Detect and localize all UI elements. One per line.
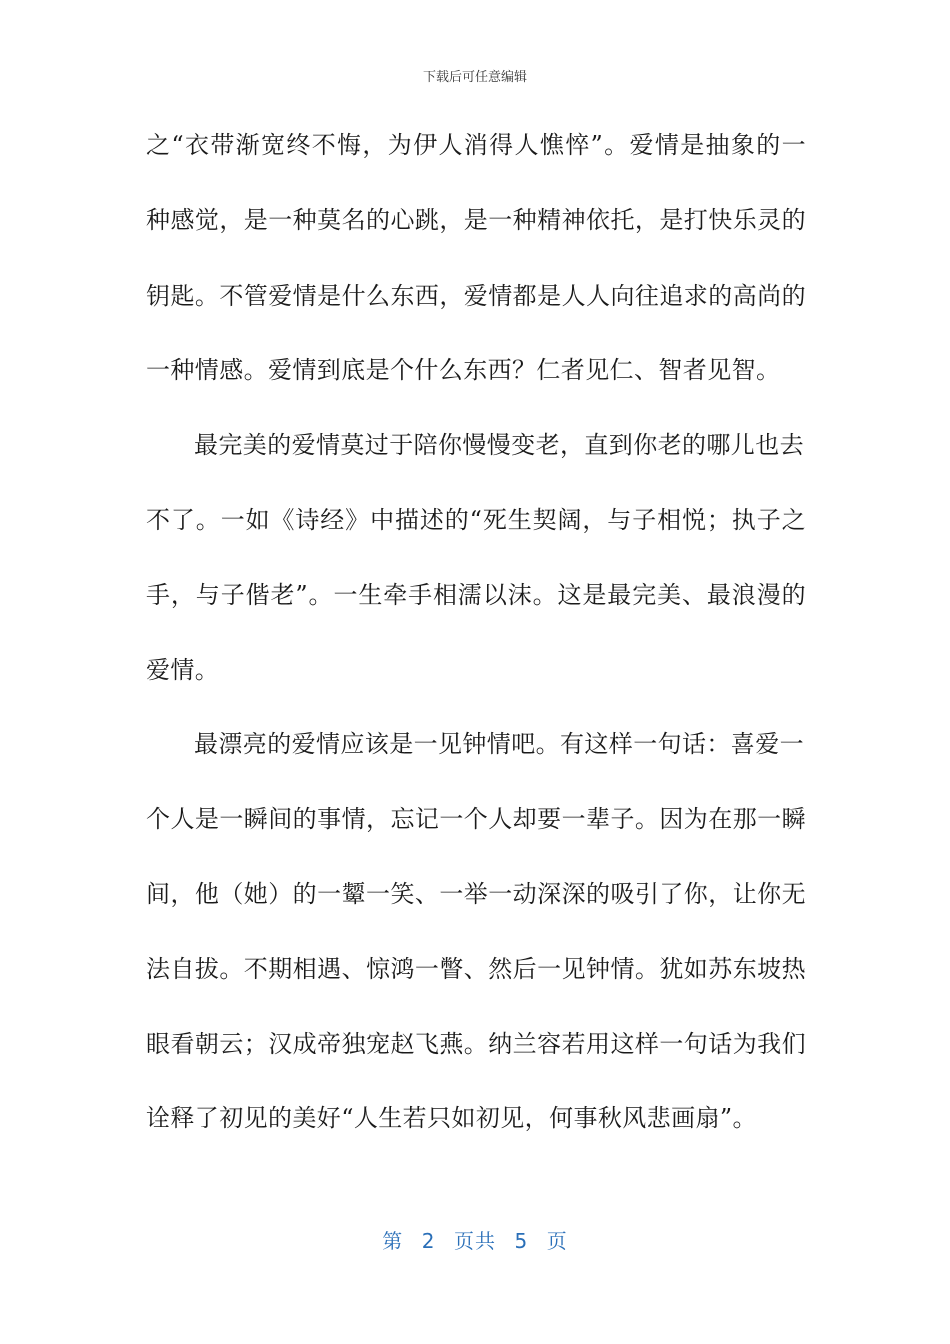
- text-line: 不了。一如《诗经》中描述的“死生契阔，与子相悦；执子之: [146, 506, 806, 534]
- text-line: 爱情。: [146, 656, 220, 684]
- footer-prefix: 第: [382, 1229, 404, 1253]
- text-line: 法自拔。不期相遇、惊鸿一瞥、然后一见钟情。犹如苏东坡热: [146, 955, 806, 983]
- text-line: 钥匙。不管爱情是什么东西，爱情都是人人向往追求的高尚的: [146, 282, 806, 310]
- text-line: 眼看朝云；汉成帝独宠赵飞燕。纳兰容若用这样一句话为我们: [146, 1030, 806, 1058]
- text-line: 间，他（她）的一颦一笑、一举一动深深的吸引了你，让你无: [146, 880, 806, 908]
- text-line: 种感觉，是一种莫名的心跳，是一种精神依托，是打快乐灵的: [146, 206, 806, 234]
- page-header: 下载后可任意编辑: [422, 70, 527, 85]
- text-line: 个人是一瞬间的事情，忘记一个人却要一辈子。因为在那一瞬: [146, 805, 806, 833]
- text-line: 诠释了初见的美好“人生若只如初见，何事秋风悲画扇”。: [146, 1104, 757, 1132]
- footer-middle: 页共: [454, 1229, 496, 1253]
- paragraph-first-line: 最漂亮的爱情应该是一见钟情吧。有这样一句话：喜爱一: [194, 730, 804, 758]
- text-line: 之“衣带渐宽终不悔，为伊人消得人憔悴”。爱情是抽象的一: [146, 131, 806, 159]
- total-pages-number: 5: [514, 1229, 529, 1253]
- current-page-number: 2: [421, 1229, 436, 1253]
- text-line: 手，与子偕老”。一生牵手相濡以沫。这是最完美、最浪漫的: [146, 581, 806, 609]
- footer-suffix: 页: [546, 1229, 568, 1253]
- text-line: 一种情感。爱情到底是个什么东西？仁者见仁、智者见智。: [146, 356, 781, 384]
- paragraph-first-line: 最完美的爱情莫过于陪你慢慢变老，直到你老的哪儿也去: [194, 431, 804, 459]
- page-footer: [0, 1225, 950, 1254]
